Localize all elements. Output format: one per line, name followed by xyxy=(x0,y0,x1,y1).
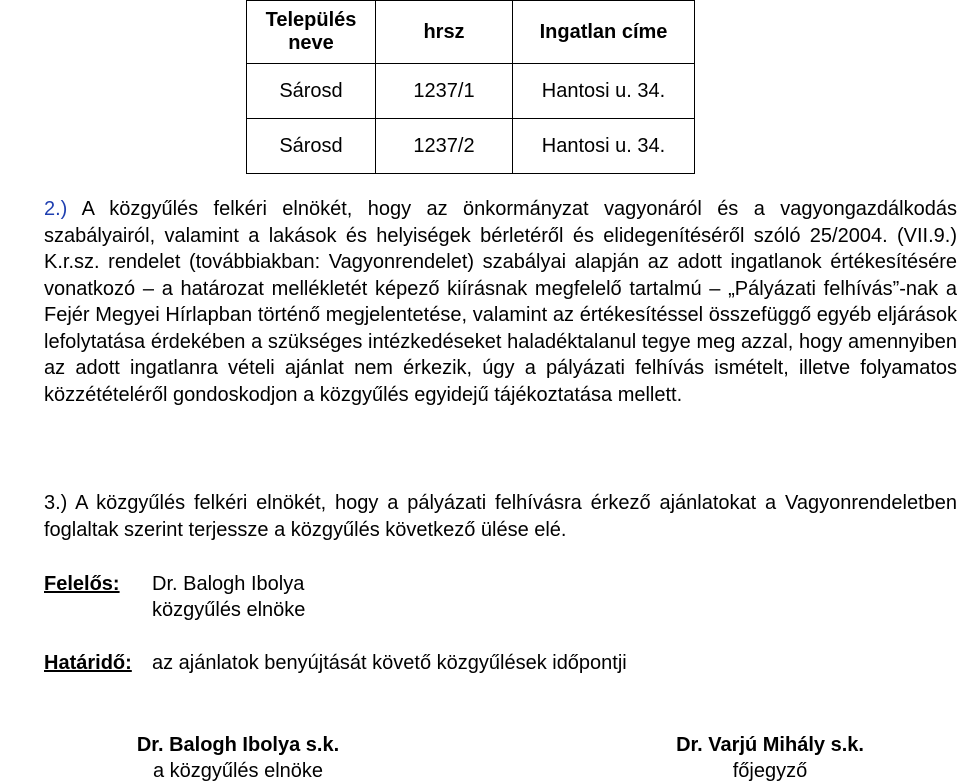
responsible-name: Dr. Balogh Ibolya xyxy=(152,573,305,595)
table-header-row xyxy=(247,1,695,64)
paragraph-3-text: A közgyűlés felkéri elnökét, hogy a pályázati felhívásra érkező ajánlatokat a Vagyonrendeletben foglaltak szerint terjessze a közgyűlés következő ülése elé. xyxy=(44,492,958,541)
signature-notary xyxy=(620,732,920,784)
deadline-label: Határidő: xyxy=(44,652,132,674)
signature-chair-name: Dr. Balogh Ibolya s.k. xyxy=(136,734,340,756)
paragraph-3-number: 3.) xyxy=(44,492,68,514)
responsible-title: közgyűlés elnöke xyxy=(152,599,306,621)
paragraph-2 xyxy=(44,196,957,408)
paragraph-2-text: A közgyűlés felkéri elnökét, hogy az önkormányzat vagyonáról és a vagyongazdálkodás szabályairól, valamint a lakások és helyiségek bérletéről és elidegenítéséről szóló 25/2004. (VII.9.) K.r.sz. rendelet (továbbiakban: Vagyonrendelet) szabályai alapján az adott ingatlanok értékesítésére vonatkozó – a határozat mellékletét képező kiírásnak megfelelő tartalmú – „Pályázati felhívás”-nak a Fejér Megyei Hírlapban történő megjelentetése, valamint az értékesítéssel összefüggő egyéb eljárások lefolytatása érdekében a szükséges intézkedéseket haladéktalanul tegye meg azzal, hogy amennyiben az adott ingatlanra vételi ajánlat nem érkezik, úgy a pályázati felhívás ismételt, illetve folyamatos közzétételéről gondoskodjon a közgyűlés egyidejű tájékoztatása mellett. xyxy=(44,198,957,406)
cell-address: Hantosi u. 34. xyxy=(513,64,695,119)
signature-notary-name: Dr. Varjú Mihály s.k. xyxy=(676,734,864,756)
cell-settlement: Sárosd xyxy=(247,119,376,174)
signature-notary-title: főjegyző xyxy=(732,760,808,782)
signature-chair xyxy=(96,732,380,784)
cell-address: Hantosi u. 34. xyxy=(513,119,695,174)
header-lot-number: hrsz xyxy=(376,1,513,64)
table-row xyxy=(247,119,695,174)
property-table xyxy=(246,0,695,188)
signature-chair-title: a közgyűlés elnöke xyxy=(152,760,324,782)
cell-lot-number: 1237/1 xyxy=(376,64,513,119)
paragraph-2-number: 2.) xyxy=(44,198,68,220)
paragraph-3 xyxy=(44,490,957,543)
header-address: Ingatlan címe xyxy=(513,1,695,64)
table-row xyxy=(247,64,695,119)
header-settlement: Település neve xyxy=(247,1,376,64)
deadline-value: az ajánlatok benyújtását követő közgyűlések időpontji xyxy=(152,652,627,674)
table-tail xyxy=(247,174,695,189)
cell-settlement: Sárosd xyxy=(247,64,376,119)
responsible-label: Felelős: xyxy=(44,573,120,595)
cell-lot-number: 1237/2 xyxy=(376,119,513,174)
